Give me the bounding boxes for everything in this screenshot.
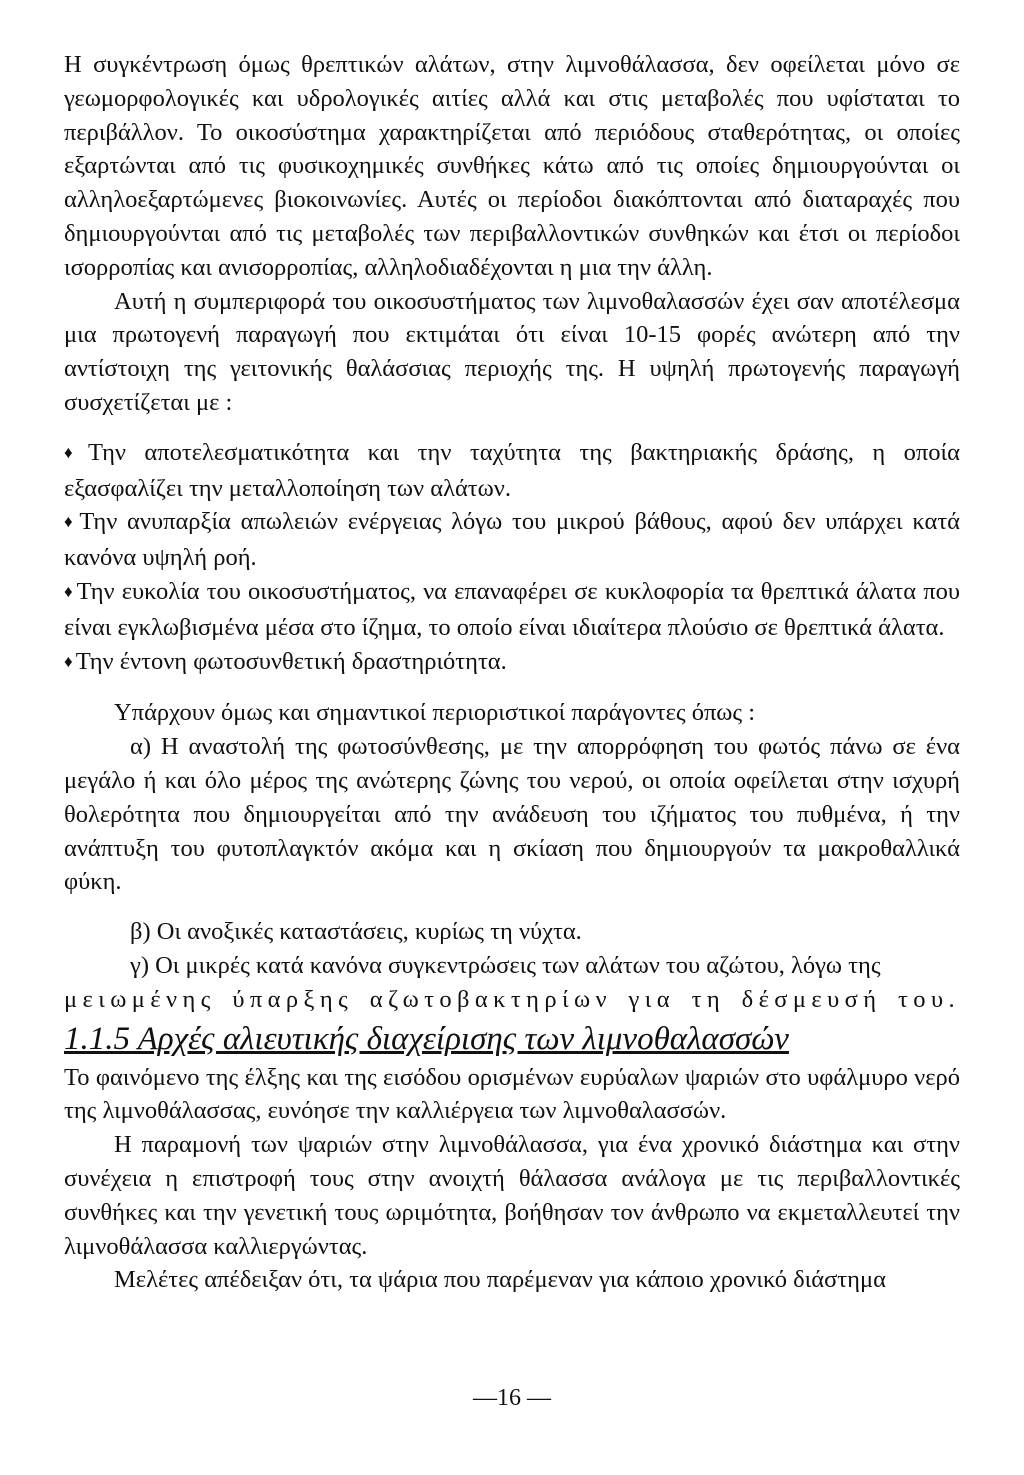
bullet-item: ♦ Την ευκολία του οικοσυστήματος, να επαναφέρει σε κυκλοφορία τα θρεπτικά άλατα που είναι εγκλωβισμένα μέσα στο ίζημα, το οποίο είναι ιδιαίτερα πλούσιο σε θρεπτικά άλατα. — [64, 577, 960, 641]
limiting-factor-item: α) Η αναστολή της φωτοσύνθεσης, με την απορρόφηση του φωτός πάνω σε ένα μεγάλο ή και όλο μέρος της ανώτερης ζώνης του νερού, οι οποία οφείλεται στην ισχυρή θολερότητα που δημιουργείται από την ανάδευση του ιζήματος του πυθμένα, ή την ανάπτυξη του φυτοπλαγκτόν ακόμα και η σκίαση που δημιουργούν τα μακροθαλλικά φύκη. — [64, 733, 960, 896]
diamond-bullet-icon: ♦ — [64, 581, 74, 601]
bullet-item: ♦ Την ανυπαρξία απωλειών ενέργειας λόγω του μικρού βάθους, αφού δεν υπάρχει κατά κανόνα υψηλή ροή. — [64, 508, 960, 572]
limiting-factor-item-gamma: γ) Οι μικρές κατά κανόνα συγκεντρώσεις των αλάτων του αζώτου, λόγω της — [130, 951, 881, 979]
bullet-item: ♦ Την έντονη φωτοσυνθετική δραστηριότητα. — [64, 647, 507, 675]
diamond-bullet-icon: ♦ — [64, 651, 73, 671]
page-number: —16 — — [473, 1385, 551, 1411]
document-page — [64, 48, 960, 1428]
limiting-factor-item-gamma-continued: μειωμένης ύπαρξης αζωτοβακτηρίων για τη δέσμευσή του. — [64, 985, 960, 1013]
diamond-bullet-icon: ♦ — [64, 512, 77, 532]
bullet-item: ♦ Την αποτελεσματικότητα και την ταχύτητα της βακτηριακής δράσης, η οποία εξασφαλίζει την μεταλλοποίηση των αλάτων. — [64, 438, 960, 502]
limiting-factor-item: β) Οι ανοξικές καταστάσεις, κυρίως τη νύχτα. — [130, 918, 582, 946]
diamond-bullet-icon: ♦ — [64, 442, 86, 462]
section-paragraph: Το φαινόμενο της έλξης και της εισόδου ορισμένων ευρύαλων ψαριών στο υφάλμυρο νερό της λιμνοθάλασσας, ευνόησε την καλλιέργεια των λιμνοθαλασσών. — [64, 1063, 960, 1125]
section-paragraph: Μελέτες απέδειξαν ότι, τα ψάρια που παρέμεναν για κάποιο χρονικό διάστημα — [114, 1266, 886, 1294]
section-heading: 1.1.5 Αρχές αλιευτικής διαχείρισης των λιμνοθαλασσών — [64, 1020, 789, 1057]
limiting-factors-intro: Υπάρχουν όμως και σημαντικοί περιοριστικοί παράγοντες όπως : — [114, 699, 756, 727]
section-paragraph: Η παραμονή των ψαριών στην λιμνοθάλασσα, για ένα χρονικό διάστημα και στην συνέχεια η επιστροφή τους στην ανοιχτή θάλασσα ανάλογα με τις περιβαλλοντικές συνθήκες και την γενετική τους ωριμότητα, βοήθησαν τον άνθρωπο να εκμεταλλευτεί την λιμνοθάλασσα καλλιεργώντας. — [64, 1131, 960, 1260]
paragraph-productivity: Αυτή η συμπεριφορά του οικοσυστήματος των λιμνοθαλασσών έχει σαν αποτέλεσμα μια πρωτογενή παραγωγή που εκτιμάται ότι είναι 10-15 φορές ανώτερη από την αντίστοιχη της γειτονικής θαλάσσιας περιοχής της. Η υψηλή πρωτογενής παραγωγή συσχετίζεται με : — [64, 287, 960, 416]
paragraph-nutrients: Η συγκέντρωση όμως θρεπτικών αλάτων, στην λιμνοθάλασσα, δεν οφείλεται μόνο σε γεωμορφολογικές και υδρολογικές αιτίες αλλά και στις μεταβολές που υφίσταται το περιβάλλον. Το οικοσύστημα χαρακτηρίζεται από περιόδους σταθερότητας, οι οποίες εξαρτώνται από τις φυσικοχημικές συνθήκες κάτω από τις οποίες δημιουργούνται οι αλληλοεξαρτώμενες βιοκοινωνίες. Αυτές οι περίοδοι διακόπτονται από διαταραχές που δημιουργούνται από τις μεταβολές των περιβαλλοντικών συνθηκών και έτσι οι περίοδοι ισορροπίας και ανισορροπίας, αλληλοδιαδέχονται η μια την άλλη. — [64, 51, 960, 281]
